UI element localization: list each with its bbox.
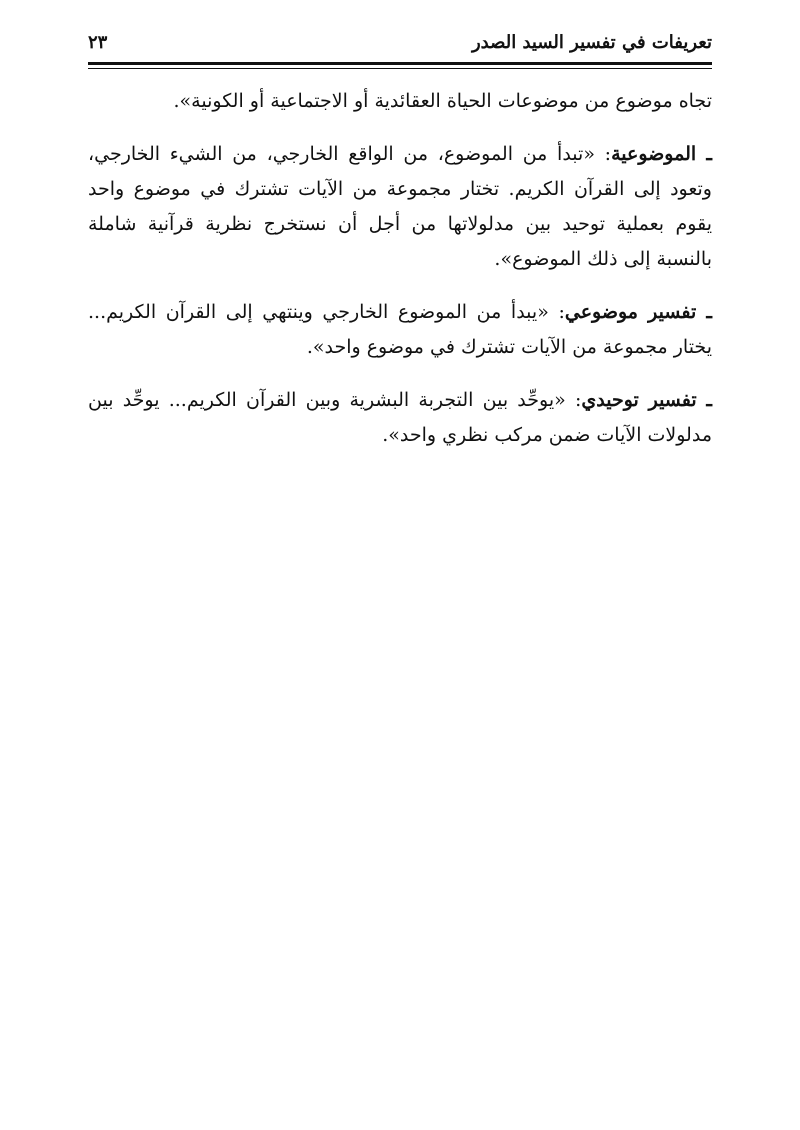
definition-tafsir-tawhidi	[88, 383, 712, 453]
paragraph-text: تجاه موضوع من موضوعات الحياة العقائدية أو الاجتماعية أو الكونية».	[173, 90, 712, 112]
definition-text: : «تبدأ من الموضوع، من الواقع الخارجي، من الشيء الخارجي، وتعود إلى القرآن الكريم. تختار مجموعة من الآيات تشترك في موضوع واحد يقوم بعملية توحيد بين مدلولاتها من أجل أن نستخرج نظرية قرآنية شاملة بالنسبة إلى ذلك الموضوع».	[88, 143, 712, 270]
page-number: ٢٣	[88, 32, 108, 53]
definition-term: ـ الموضوعية	[611, 143, 712, 165]
page-body	[88, 84, 712, 471]
header-rule-thin	[88, 68, 712, 69]
header-rule-thick	[88, 62, 712, 65]
paragraph-continuation	[88, 84, 712, 119]
definition-text: : «يبدأ من الموضوع الخارجي وينتهي إلى القرآن الكريم... يختار مجموعة من الآيات تشترك في موضوع واحد».	[88, 301, 712, 358]
definition-term: ـ تفسير توحيدي	[581, 389, 712, 411]
header-title: تعريفات في تفسير السيد الصدر	[471, 32, 712, 53]
definition-tafsir-mawdoui	[88, 295, 712, 365]
definition-term: ـ تفسير موضوعي	[564, 301, 712, 323]
definition-text: : «يوحِّد بين التجربة البشرية وبين القرآن الكريم... يوحِّد بين مدلولات الآيات ضمن مركب نظري واحد».	[88, 389, 712, 446]
definition-mawdouiyya	[88, 137, 712, 277]
running-header	[88, 30, 712, 60]
